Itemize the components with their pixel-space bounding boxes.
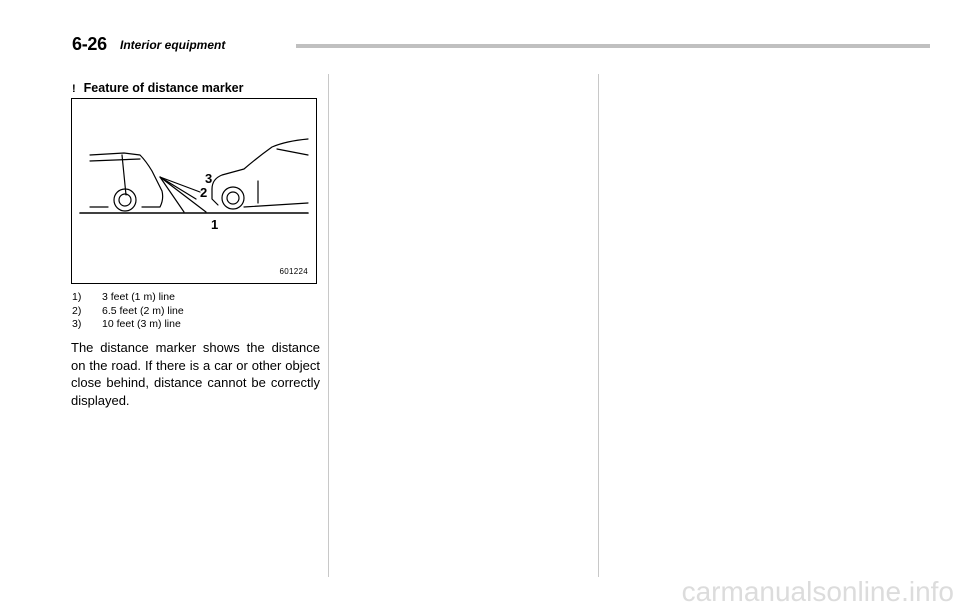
car-diagram [72, 99, 318, 285]
legend-text: 10 feet (3 m) line [102, 318, 181, 330]
front-car-sill [244, 203, 308, 207]
callout-3: 3 [205, 171, 213, 186]
callout-2: 2 [200, 185, 208, 200]
rear-car-window-line [90, 159, 140, 161]
distance-marker-illustration [71, 98, 317, 284]
legend-item [72, 305, 184, 319]
page-header [72, 33, 860, 57]
rear-car-hub [119, 194, 131, 206]
column-divider-left [328, 74, 329, 577]
front-car-windshield [277, 149, 308, 155]
front-car-hub [227, 192, 239, 204]
section-title: Interior equipment [120, 38, 226, 52]
page-number: 6-26 [72, 34, 107, 54]
legend-item [72, 318, 184, 332]
legend-number: 3) [72, 318, 82, 330]
rear-car-wheel [114, 189, 136, 211]
callout-1: 1 [211, 217, 219, 232]
distance-line-ground [160, 177, 184, 212]
front-car-wheel [222, 187, 244, 209]
legend-text: 3 feet (1 m) line [102, 291, 175, 303]
subheading [72, 80, 243, 97]
front-car-body [212, 139, 308, 189]
figure-legend [72, 291, 184, 332]
front-car-bumper [212, 189, 218, 205]
header-rule [296, 44, 930, 48]
watermark[interactable]: carmanualsonline.info [681, 576, 954, 607]
legend-number: 1) [72, 291, 82, 303]
column-divider-right [598, 74, 599, 577]
body-paragraph: The distance marker shows the distance on the road. If there is a car or other object close behind, distance cannot be correctly displayed. [71, 340, 320, 408]
subheading-text: Feature of distance marker [83, 81, 244, 95]
heading-marker-icon: ! [72, 83, 76, 95]
legend-number: 2) [72, 304, 82, 317]
legend-item [72, 291, 184, 305]
legend-text: 6.5 feet (2 m) line [102, 304, 184, 317]
figure-code: 601224 [279, 267, 308, 276]
